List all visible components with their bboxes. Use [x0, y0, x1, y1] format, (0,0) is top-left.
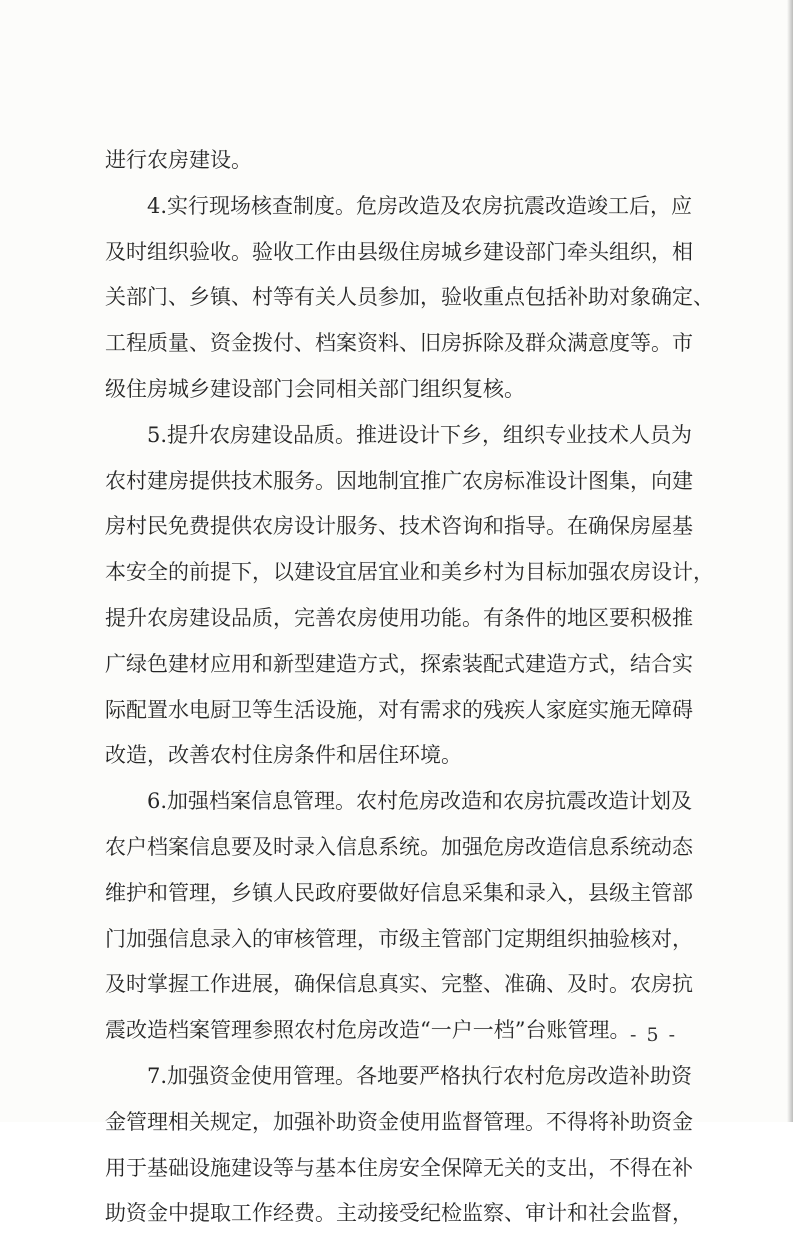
text-line: 7.加强资金使用管理。各地要严格执行农村危房改造补助资	[105, 1063, 693, 1088]
text-line: 及时掌握工作进展，确保信息真实、完整、准确、及时。农房抗	[105, 972, 693, 997]
text-line: 级住房城乡建设部门会同相关部门组织复核。	[105, 376, 525, 401]
text-line: 进行农房建设。	[105, 148, 252, 172]
text-line: 农户档案信息要及时录入信息系统。加强危房改造信息系统动态	[105, 834, 693, 859]
page-number: - 5 -	[630, 1024, 678, 1046]
text-line: 用于基础设施建设等与基本住房安全保障无关的支出，不得在补	[105, 1155, 693, 1180]
text-line: 震改造档案管理参照农村危房改造“一户一档”台账管理。	[105, 1018, 631, 1043]
text-line: 工程质量、资金拨付、档案资料、旧房拆除及群众满意度等。市	[105, 331, 693, 356]
text-line: 及时组织验收。验收工作由县级住房城乡建设部门牵头组织，相	[105, 239, 693, 264]
text-line: 金管理相关规定，加强补助资金使用监督管理。不得将补助资金	[105, 1109, 693, 1134]
text-line: 6.加强档案信息管理。农村危房改造和农房抗震改造计划及	[105, 789, 693, 814]
text-line: 本安全的前提下，以建设宜居宜业和美乡村为目标加强农房设计，	[105, 560, 714, 585]
text-line: 关部门、乡镇、村等有关人员参加，验收重点包括补助对象确定、	[105, 285, 714, 310]
text-line: 门加强信息录入的审核管理，市级主管部门定期组织抽验核对，	[105, 926, 693, 951]
text-line: 5.提升农房建设品质。推进设计下乡，组织专业技术人员为	[105, 422, 693, 447]
text-line: 提升农房建设品质，完善农房使用功能。有条件的地区要积极推	[105, 605, 693, 630]
text-line: 广绿色建材应用和新型建造方式，探索装配式建造方式，结合实	[105, 651, 693, 676]
text-line: 房村民免费提供农房设计服务、技术咨询和指导。在确保房屋基	[105, 514, 693, 539]
text-line: 改造，改善农村住房条件和居住环境。	[105, 743, 462, 768]
text-line: 4.实行现场核查制度。危房改造及农房抗震改造竣工后，应	[105, 193, 693, 218]
body-text	[105, 138, 714, 1237]
scan-edge-shadow	[787, 0, 793, 1122]
text-line: 农村建房提供技术服务。因地制宜推广农房标准设计图集，向建	[105, 468, 693, 493]
text-line: 维护和管理，乡镇人民政府要做好信息采集和录入，县级主管部	[105, 880, 693, 905]
text-line: 助资金中提取工作经费。主动接受纪检监察、审计和社会监督，	[105, 1201, 693, 1226]
text-line: 际配置水电厨卫等生活设施，对有需求的残疾人家庭实施无障碍	[105, 697, 693, 722]
